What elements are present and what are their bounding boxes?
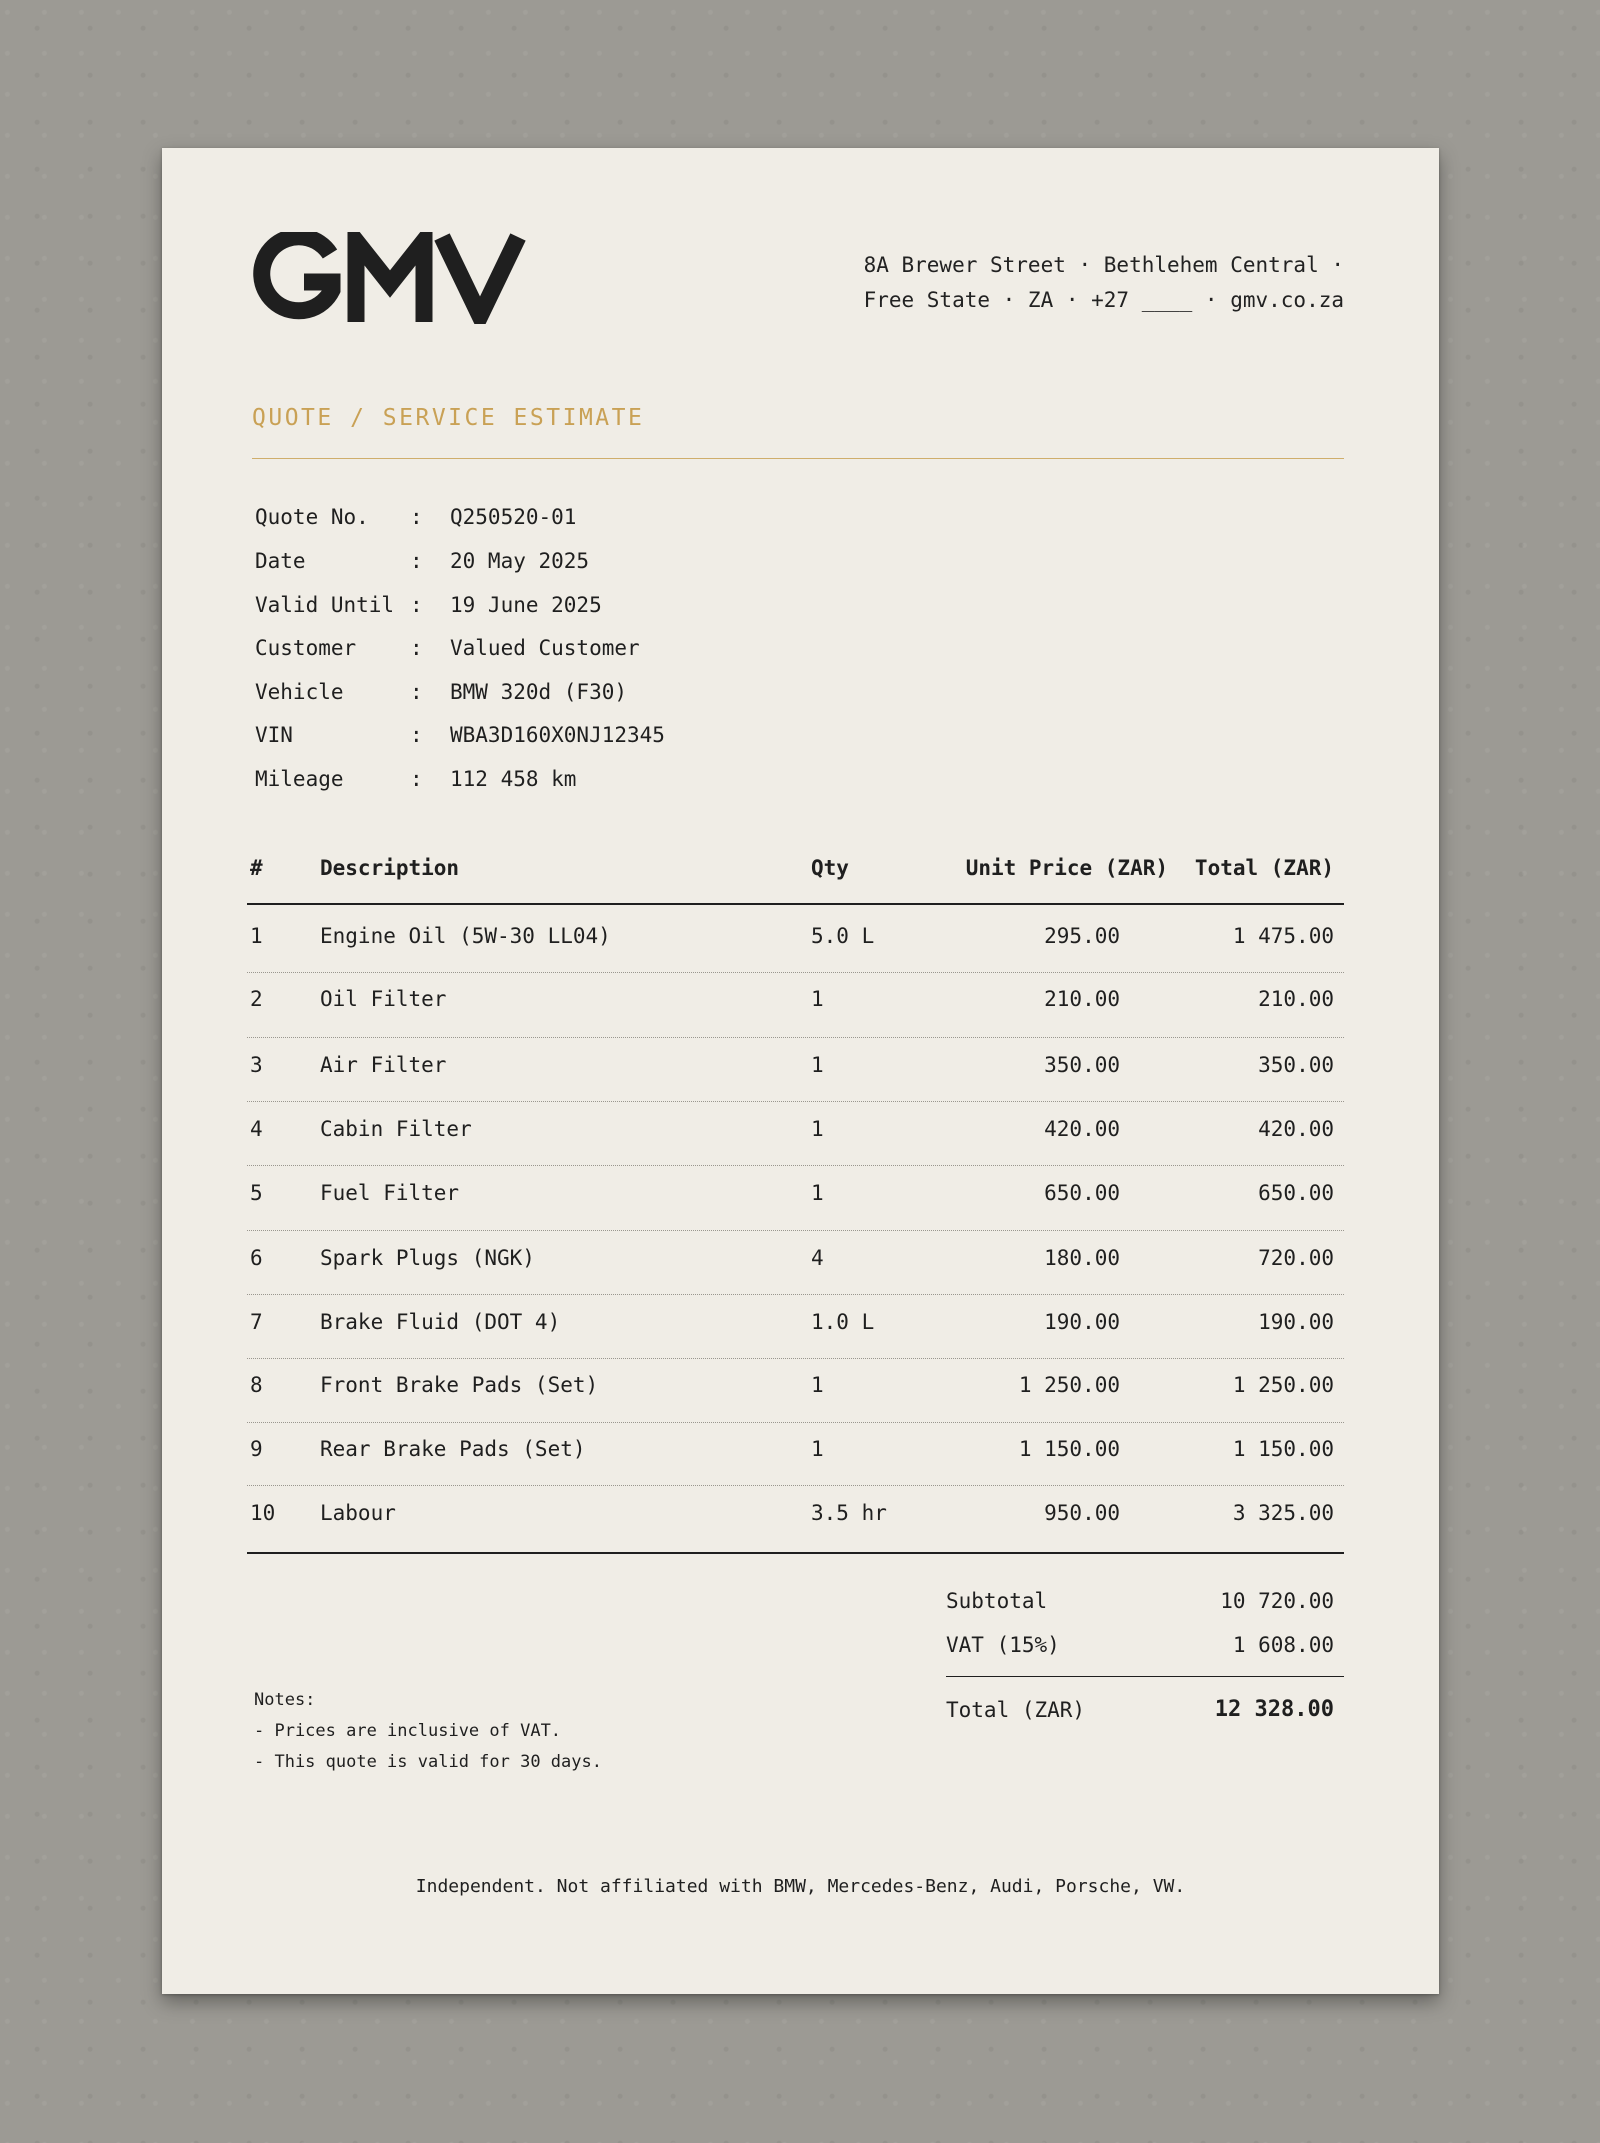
row-1-unit: 295.00 [1044, 924, 1120, 948]
row-10-qty: 3.5 hr [811, 1501, 887, 1525]
quote-document [162, 148, 1439, 1994]
row-9-qty: 1 [811, 1437, 824, 1461]
row-divider [247, 972, 1344, 973]
vat-label: VAT (15%) [946, 1633, 1060, 1657]
row-2-num: 2 [250, 987, 263, 1011]
meta-label: Mileage [255, 767, 344, 791]
meta-value: WBA3D160X0NJ12345 [450, 723, 665, 747]
total-label: Total (ZAR) [946, 1698, 1086, 1722]
row-7-unit: 190.00 [1044, 1310, 1120, 1334]
meta-colon: : [410, 593, 423, 617]
row-4-total: 420.00 [1258, 1117, 1334, 1141]
meta-colon: : [410, 505, 423, 529]
address-line-1: 8A Brewer Street · Bethlehem Central · [863, 253, 1344, 277]
row-7-num: 7 [250, 1310, 263, 1334]
header-unit-price: Unit Price (ZAR) [965, 856, 1168, 880]
row-divider [247, 1358, 1344, 1359]
meta-label: Quote No. [255, 505, 369, 529]
row-9-desc: Rear Brake Pads (Set) [320, 1437, 586, 1461]
row-1-desc: Engine Oil (5W-30 LL04) [320, 924, 611, 948]
meta-label: Date [255, 549, 306, 573]
meta-value: 112 458 km [450, 767, 577, 791]
row-4-desc: Cabin Filter [320, 1117, 472, 1141]
meta-label: Valid Until [255, 593, 395, 617]
row-8-unit: 1 250.00 [1018, 1373, 1120, 1397]
row-4-qty: 1 [811, 1117, 824, 1141]
row-3-num: 3 [250, 1053, 263, 1077]
header-rule [247, 903, 1344, 905]
row-1-total: 1 475.00 [1232, 924, 1334, 948]
table-bottom-rule [247, 1552, 1344, 1554]
row-6-total: 720.00 [1258, 1246, 1334, 1270]
row-10-desc: Labour [320, 1501, 396, 1525]
row-3-total: 350.00 [1258, 1053, 1334, 1077]
row-6-unit: 180.00 [1044, 1246, 1120, 1270]
meta-label: Customer [255, 636, 357, 660]
row-divider [247, 1485, 1344, 1486]
row-10-unit: 950.00 [1044, 1501, 1120, 1525]
row-10-num: 10 [250, 1501, 276, 1525]
title-divider [252, 458, 1344, 459]
meta-value: Q250520-01 [450, 505, 577, 529]
document-title: QUOTE / SERVICE ESTIMATE [252, 405, 645, 431]
notes-line-2: - This quote is valid for 30 days. [254, 1752, 602, 1772]
row-7-total: 190.00 [1258, 1310, 1334, 1334]
row-6-desc: Spark Plugs (NGK) [320, 1246, 535, 1270]
subtotal-value: 10 720.00 [1220, 1589, 1334, 1613]
header-description: Description [320, 856, 460, 880]
meta-value: Valued Customer [450, 636, 640, 660]
row-divider [247, 1165, 1344, 1166]
notes-block [254, 1685, 602, 1778]
header-total: Total (ZAR) [1194, 856, 1334, 880]
row-divider [247, 1037, 1344, 1038]
vat-value: 1 608.00 [1232, 1633, 1334, 1657]
business-address [864, 248, 1344, 318]
notes-title: Notes: [254, 1690, 316, 1710]
row-8-desc: Front Brake Pads (Set) [320, 1373, 599, 1397]
row-3-unit: 350.00 [1044, 1053, 1120, 1077]
row-9-num: 9 [250, 1437, 263, 1461]
header-qty: Qty [811, 856, 849, 880]
row-7-desc: Brake Fluid (DOT 4) [320, 1310, 561, 1334]
row-1-qty: 5.0 L [811, 924, 875, 948]
row-9-unit: 1 150.00 [1018, 1437, 1120, 1461]
footer-disclaimer: Independent. Not affiliated with BMW, Mercedes-Benz, Audi, Porsche, VW. [415, 1876, 1186, 1897]
row-5-desc: Fuel Filter [320, 1181, 460, 1205]
row-2-total: 210.00 [1258, 987, 1334, 1011]
meta-label: VIN [255, 723, 293, 747]
total-value: 12 328.00 [1214, 1697, 1334, 1722]
row-8-qty: 1 [811, 1373, 824, 1397]
meta-value: 19 June 2025 [450, 593, 602, 617]
row-divider [247, 1230, 1344, 1231]
row-4-num: 4 [250, 1117, 263, 1141]
row-divider [247, 1422, 1344, 1423]
address-line-2: Free State · ZA · +27 ____ · gmv.co.za [863, 288, 1344, 312]
subtotal-label: Subtotal [946, 1589, 1048, 1613]
notes-line-1: - Prices are inclusive of VAT. [254, 1721, 562, 1741]
row-5-total: 650.00 [1258, 1181, 1334, 1205]
meta-label: Vehicle [255, 680, 344, 704]
row-7-qty: 1.0 L [811, 1310, 875, 1334]
row-5-num: 5 [250, 1181, 263, 1205]
row-divider [247, 1101, 1344, 1102]
row-5-qty: 1 [811, 1181, 824, 1205]
row-3-qty: 1 [811, 1053, 824, 1077]
row-5-unit: 650.00 [1044, 1181, 1120, 1205]
row-2-desc: Oil Filter [320, 987, 447, 1011]
row-9-total: 1 150.00 [1232, 1437, 1334, 1461]
row-6-num: 6 [250, 1246, 263, 1270]
meta-colon: : [410, 636, 423, 660]
row-4-unit: 420.00 [1044, 1117, 1120, 1141]
gmv-logo [252, 232, 534, 324]
row-8-num: 8 [250, 1373, 263, 1397]
meta-value: BMW 320d (F30) [450, 680, 628, 704]
row-10-total: 3 325.00 [1232, 1501, 1334, 1525]
row-2-unit: 210.00 [1044, 987, 1120, 1011]
row-2-qty: 1 [811, 987, 824, 1011]
row-1-num: 1 [250, 924, 263, 948]
meta-colon: : [410, 549, 423, 573]
meta-colon: : [410, 723, 423, 747]
meta-colon: : [410, 680, 423, 704]
header-num: # [250, 856, 263, 880]
row-6-qty: 4 [811, 1246, 824, 1270]
summary-rule [946, 1676, 1344, 1677]
row-8-total: 1 250.00 [1232, 1373, 1334, 1397]
row-3-desc: Air Filter [320, 1053, 447, 1077]
meta-colon: : [410, 767, 423, 791]
row-divider [247, 1294, 1344, 1295]
meta-value: 20 May 2025 [450, 549, 590, 573]
